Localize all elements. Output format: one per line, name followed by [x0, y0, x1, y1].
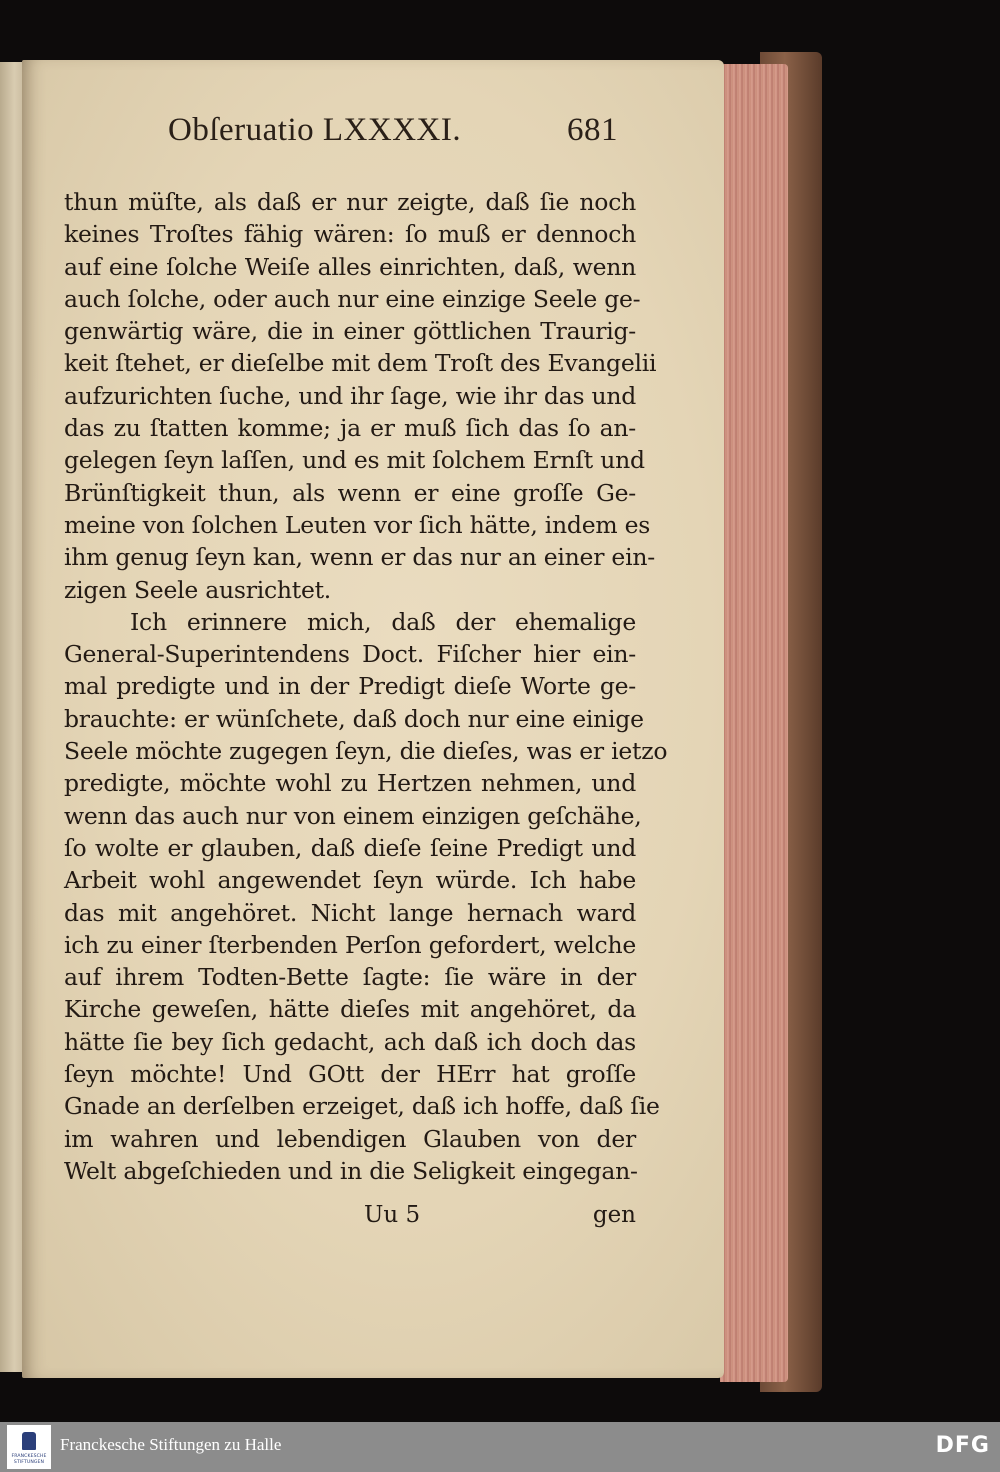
institution-logo — [7, 1425, 51, 1469]
body-text — [64, 186, 668, 1187]
signature-mark: Uu 5 — [364, 1202, 421, 1228]
text-line: auf ihrem Todten-Bette ſagte: ſie wäre in der — [64, 963, 636, 992]
paragraph-start-line: Ich erinnere mich, daß der ehemalige — [130, 607, 636, 636]
text-line: wenn das auch nur von einem einzigen geſchähe, — [64, 801, 642, 830]
text-line: Arbeit wohl angewendet ſeyn würde. Ich habe — [64, 866, 636, 895]
text-line: ihm genug ſeyn kan, wenn er das nur an einer ein- — [64, 543, 655, 572]
text-line: General-Superintendens Doct. Fiſcher hier ein- — [64, 640, 636, 669]
text-line: Seele möchte zugegen ſeyn, die dieſes, was er ietzo — [64, 737, 668, 766]
text-line: im wahren und lebendigen Glauben von der — [64, 1124, 636, 1153]
previous-page-edge — [0, 62, 24, 1372]
text-line: Welt abgeſchieden und in die Seligkeit eingegan- — [64, 1156, 638, 1185]
running-head — [168, 112, 618, 162]
catchword: gen — [592, 1202, 636, 1228]
institution-name: Franckesche Stiftungen zu Halle — [60, 1435, 282, 1454]
text-line: ich zu einer ſterbenden Perſon gefordert, welche — [64, 930, 636, 959]
institution-bar — [0, 1422, 1000, 1472]
text-line: mal predigte und in der Predigt dieſe Worte ge- — [64, 672, 636, 701]
text-line: thun müſte, als daß er nur zeigte, daß ſie noch — [64, 188, 636, 216]
text-line: meine von ſolchen Leuten vor ſich hätte, indem es — [64, 510, 651, 539]
text-line: keines Troſtes fähig wären: ſo muß er dennoch — [64, 220, 636, 249]
text-line: hätte ſie bey ſich gedacht, ach daß ich doch das — [64, 1027, 636, 1056]
running-head-title: Obſeruatio LXXXXI. — [168, 112, 462, 148]
text-line: auf eine ſolche Weiſe alles einrichten, daß, wenn — [64, 252, 636, 281]
text-line: keit ſtehet, er dieſelbe mit dem Troſt des Evangelii — [64, 349, 657, 378]
text-line: zigen Seele ausrichtet. — [64, 575, 332, 604]
text-line: Brünſtigkeit thun, als wenn er eine groſſe Ge- — [64, 478, 636, 507]
page-fore-edge — [720, 64, 788, 1382]
text-line: auch ſolche, oder auch nur eine einzige Seele ge- — [64, 284, 641, 313]
text-line: ſo wolte er glauben, daß dieſe ſeine Predigt und — [64, 833, 636, 862]
text-line: Gnade an derſelben erzeiget, daß ich hoffe, daß ſie — [64, 1092, 660, 1121]
text-line: gelegen ſeyn laſſen, und es mit ſolchem Ernſt und — [64, 446, 645, 475]
text-line: das mit angehöret. Nicht lange hernach ward — [64, 898, 636, 927]
logo-caption: FRANCKESCHE STIFTUNGEN — [11, 1454, 47, 1465]
orphanage-emblem-icon — [22, 1432, 36, 1450]
text-line: ſeyn möchte! Und GOtt der HErr hat groſſe — [64, 1060, 636, 1089]
text-line: Kirche geweſen, hätte dieſes mit angehöret, da — [64, 995, 636, 1024]
text-line: genwärtig wäre, die in einer göttlichen Traurig- — [64, 317, 636, 346]
text-line: brauchte: er wünſchete, daß doch nur eine einige — [64, 704, 644, 733]
dfg-logo: DFG — [935, 1433, 990, 1458]
page-number: 681 — [567, 112, 618, 148]
text-line: predigte, möchte wohl zu Hertzen nehmen, und — [64, 769, 636, 798]
page-footer — [64, 1202, 636, 1238]
text-line: das zu ſtatten komme; ja er muß ſich das ſo an- — [64, 414, 636, 443]
text-line: aufzurichten ſuche, und ihr ſage, wie ihr das und — [64, 381, 637, 410]
